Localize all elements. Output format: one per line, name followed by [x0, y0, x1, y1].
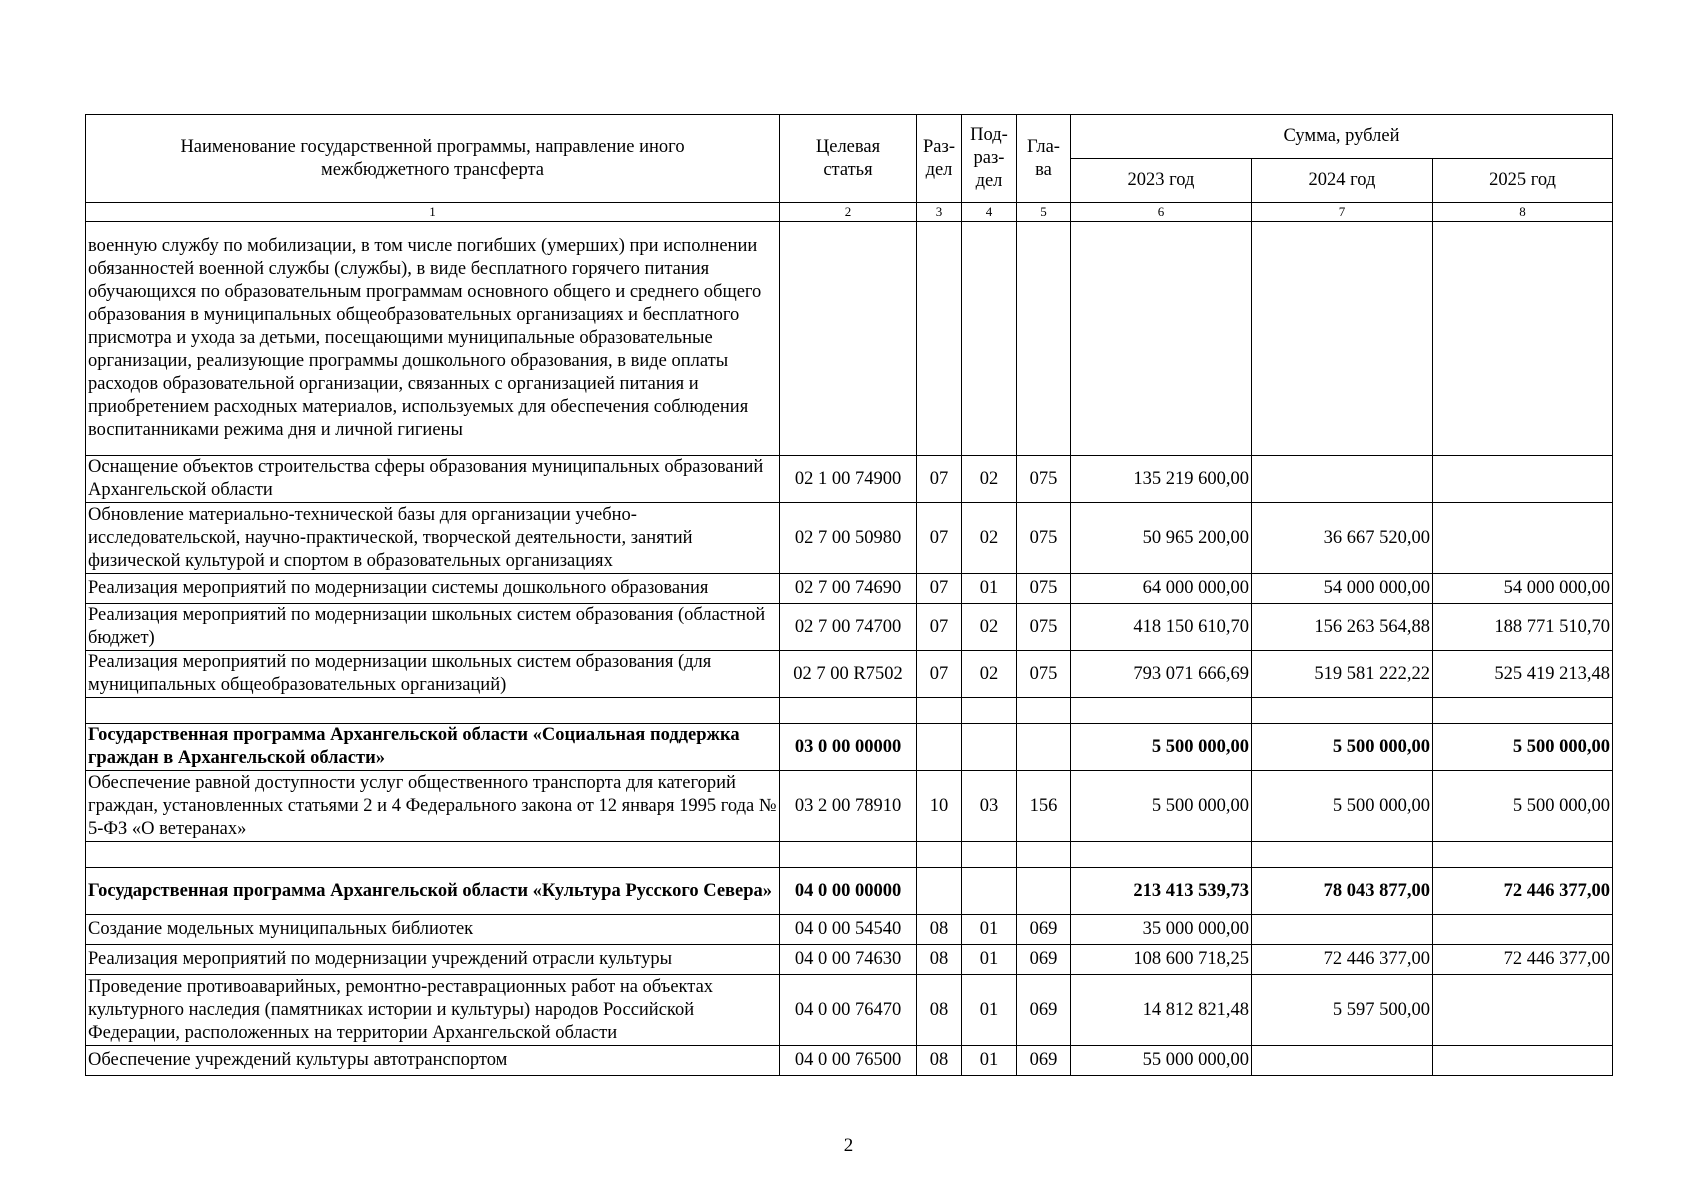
table-row [86, 771, 1613, 842]
amount-2023-cell: 55 000 000,00 [1071, 1046, 1252, 1076]
section-cell [917, 222, 962, 456]
amount-2023-cell [1071, 222, 1252, 456]
amount-2024-cell [1252, 456, 1433, 503]
amount-2024-cell: 5 500 000,00 [1252, 724, 1433, 771]
subsection-cell: 02 [962, 456, 1017, 503]
chapter-cell: 069 [1017, 915, 1071, 945]
program-name-cell: Обеспечение равной доступности услуг общественного транспорта для категорий граждан, установленных статьями 2 и 4 Федерального закона от 12 января 1995 года № 5-ФЗ «О ветеранах» [86, 771, 780, 842]
amount-2024-cell: 36 667 520,00 [1252, 503, 1433, 574]
target-code-cell [780, 222, 917, 456]
chapter-cell [1017, 724, 1071, 771]
program-total-row [86, 868, 1613, 915]
amount-2024-cell: 54 000 000,00 [1252, 574, 1433, 604]
header-section: Раз-дел [917, 115, 962, 203]
section-cell: 08 [917, 1046, 962, 1076]
table-row [86, 651, 1613, 698]
section-cell: 07 [917, 456, 962, 503]
target-code-cell: 02 7 00 50980 [780, 503, 917, 574]
column-number: 7 [1252, 203, 1433, 222]
empty-cell [917, 698, 962, 724]
table-row [86, 604, 1613, 651]
target-code-cell: 03 0 00 00000 [780, 724, 917, 771]
amount-2025-cell: 72 446 377,00 [1433, 868, 1613, 915]
amount-2024-cell [1252, 915, 1433, 945]
budget-table [85, 114, 1613, 1076]
chapter-cell: 075 [1017, 574, 1071, 604]
subsection-cell [962, 222, 1017, 456]
target-code-cell: 02 7 00 74690 [780, 574, 917, 604]
table-row [86, 975, 1613, 1046]
subsection-cell [962, 868, 1017, 915]
program-name-cell: военную службу по мобилизации, в том числе погибших (умерших) при исполнении обязанностей военной службы (службы), в виде бесплатного горячего питания обучающихся по образовательным программам основного общего и среднего общего образования в муниципальных общеобразовательных организациях и бесплатного присмотра и ухода за детьми, посещающими муниципальные образовательные организации, реализующие программы дошкольного образования, в виде оплаты расходов образовательной организации, связанных с организацией питания и приобретением расходных материалов, используемых для обеспечения соблюдения воспитанниками режима дня и личной гигиены [86, 222, 780, 456]
empty-row [86, 842, 1613, 868]
amount-2024-cell: 5 500 000,00 [1252, 771, 1433, 842]
section-cell: 08 [917, 945, 962, 975]
amount-2025-cell [1433, 222, 1613, 456]
section-cell: 07 [917, 503, 962, 574]
header-subsection: Под-раз-дел [962, 115, 1017, 203]
chapter-cell: 069 [1017, 1046, 1071, 1076]
amount-2023-cell: 64 000 000,00 [1071, 574, 1252, 604]
column-number: 2 [780, 203, 917, 222]
amount-2024-cell: 519 581 222,22 [1252, 651, 1433, 698]
column-number: 1 [86, 203, 780, 222]
section-cell: 08 [917, 975, 962, 1046]
chapter-cell: 069 [1017, 975, 1071, 1046]
header-name: Наименование государственной программы, направление иного межбюджетного трансферта [86, 115, 780, 203]
subsection-cell: 02 [962, 604, 1017, 651]
amount-2024-cell: 72 446 377,00 [1252, 945, 1433, 975]
target-code-cell: 04 0 00 00000 [780, 868, 917, 915]
program-name-cell: Обеспечение учреждений культуры автотранспортом [86, 1046, 780, 1076]
empty-cell [962, 698, 1017, 724]
amount-2025-cell [1433, 503, 1613, 574]
amount-2023-cell: 50 965 200,00 [1071, 503, 1252, 574]
section-cell: 10 [917, 771, 962, 842]
chapter-cell: 075 [1017, 604, 1071, 651]
header-sum: Сумма, рублей [1071, 115, 1613, 159]
empty-cell [86, 698, 780, 724]
subsection-cell: 01 [962, 1046, 1017, 1076]
program-name-cell: Оснащение объектов строительства сферы образования муниципальных образований Архангельской области [86, 456, 780, 503]
empty-cell [780, 842, 917, 868]
chapter-cell [1017, 868, 1071, 915]
amount-2025-cell [1433, 456, 1613, 503]
target-code-cell: 04 0 00 74630 [780, 945, 917, 975]
program-name-cell: Государственная программа Архангельской области «Культура Русского Севера» [86, 868, 780, 915]
empty-row [86, 698, 1613, 724]
section-cell: 07 [917, 604, 962, 651]
page-number: 2 [843, 1135, 854, 1156]
program-name-cell: Государственная программа Архангельской области «Социальная поддержка граждан в Архангельской области» [86, 724, 780, 771]
target-code-cell: 02 1 00 74900 [780, 456, 917, 503]
table-row [86, 945, 1613, 975]
target-code-cell: 03 2 00 78910 [780, 771, 917, 842]
table-row [86, 503, 1613, 574]
column-number: 4 [962, 203, 1017, 222]
column-number: 8 [1433, 203, 1613, 222]
amount-2023-cell: 14 812 821,48 [1071, 975, 1252, 1046]
target-code-cell: 02 7 00 74700 [780, 604, 917, 651]
amount-2025-cell: 5 500 000,00 [1433, 724, 1613, 771]
program-name-cell: Проведение противоаварийных, ремонтно-реставрационных работ на объектах культурного наследия (памятниках истории и культуры) народов Российской Федерации, расположенных на территории Архангельской области [86, 975, 780, 1046]
column-numbers-row [86, 203, 1613, 222]
subsection-cell: 01 [962, 574, 1017, 604]
header-row-top [86, 115, 1613, 159]
target-code-cell: 02 7 00 R7502 [780, 651, 917, 698]
empty-cell [780, 698, 917, 724]
table-row [86, 1046, 1613, 1076]
subsection-cell: 01 [962, 915, 1017, 945]
section-cell: 08 [917, 915, 962, 945]
target-code-cell: 04 0 00 76500 [780, 1046, 917, 1076]
chapter-cell: 156 [1017, 771, 1071, 842]
subsection-cell: 01 [962, 975, 1017, 1046]
empty-cell [1071, 698, 1252, 724]
empty-cell [1252, 842, 1433, 868]
program-name-cell: Обновление материально-технической базы для организации учебно-исследовательской, научно-практической, творческой деятельности, занятий физической культурой и спортом в образовательных организациях [86, 503, 780, 574]
target-code-cell: 04 0 00 76470 [780, 975, 917, 1046]
chapter-cell: 075 [1017, 503, 1071, 574]
program-total-row [86, 724, 1613, 771]
subsection-cell: 02 [962, 503, 1017, 574]
target-code-cell: 04 0 00 54540 [780, 915, 917, 945]
chapter-cell [1017, 222, 1071, 456]
amount-2023-cell: 793 071 666,69 [1071, 651, 1252, 698]
empty-cell [86, 842, 780, 868]
amount-2023-cell: 213 413 539,73 [1071, 868, 1252, 915]
section-cell [917, 724, 962, 771]
empty-cell [917, 842, 962, 868]
program-name-cell: Реализация мероприятий по модернизации школьных систем образования (для муниципальных общеобразовательных организаций) [86, 651, 780, 698]
amount-2023-cell: 418 150 610,70 [1071, 604, 1252, 651]
empty-cell [1071, 842, 1252, 868]
header-year-2024: 2024 год [1252, 159, 1433, 203]
chapter-cell: 069 [1017, 945, 1071, 975]
amount-2025-cell [1433, 915, 1613, 945]
subsection-cell: 01 [962, 945, 1017, 975]
subsection-cell: 03 [962, 771, 1017, 842]
header-chapter: Гла-ва [1017, 115, 1071, 203]
empty-cell [1017, 698, 1071, 724]
chapter-cell: 075 [1017, 651, 1071, 698]
program-name-cell: Создание модельных муниципальных библиотек [86, 915, 780, 945]
amount-2025-cell: 5 500 000,00 [1433, 771, 1613, 842]
amount-2025-cell [1433, 1046, 1613, 1076]
header-year-2025: 2025 год [1433, 159, 1613, 203]
amount-2023-cell: 135 219 600,00 [1071, 456, 1252, 503]
table-row [86, 574, 1613, 604]
program-name-cell: Реализация мероприятий по модернизации школьных систем образования (областной бюджет) [86, 604, 780, 651]
amount-2025-cell: 72 446 377,00 [1433, 945, 1613, 975]
amount-2025-cell: 525 419 213,48 [1433, 651, 1613, 698]
table-row [86, 222, 1613, 456]
subsection-cell: 02 [962, 651, 1017, 698]
column-number: 6 [1071, 203, 1252, 222]
amount-2023-cell: 5 500 000,00 [1071, 724, 1252, 771]
column-number: 3 [917, 203, 962, 222]
amount-2023-cell: 35 000 000,00 [1071, 915, 1252, 945]
amount-2024-cell [1252, 222, 1433, 456]
empty-cell [962, 842, 1017, 868]
table-row [86, 456, 1613, 503]
chapter-cell: 075 [1017, 456, 1071, 503]
section-cell [917, 868, 962, 915]
header-target-article: Целевая статья [780, 115, 917, 203]
amount-2024-cell: 5 597 500,00 [1252, 975, 1433, 1046]
empty-cell [1433, 842, 1613, 868]
section-cell: 07 [917, 574, 962, 604]
amount-2025-cell [1433, 975, 1613, 1046]
amount-2023-cell: 5 500 000,00 [1071, 771, 1252, 842]
amount-2024-cell: 156 263 564,88 [1252, 604, 1433, 651]
header-year-2023: 2023 год [1071, 159, 1252, 203]
amount-2023-cell: 108 600 718,25 [1071, 945, 1252, 975]
amount-2025-cell: 54 000 000,00 [1433, 574, 1613, 604]
column-number: 5 [1017, 203, 1071, 222]
subsection-cell [962, 724, 1017, 771]
program-name-cell: Реализация мероприятий по модернизации учреждений отрасли культуры [86, 945, 780, 975]
amount-2025-cell: 188 771 510,70 [1433, 604, 1613, 651]
empty-cell [1017, 842, 1071, 868]
section-cell: 07 [917, 651, 962, 698]
amount-2024-cell: 78 043 877,00 [1252, 868, 1433, 915]
program-name-cell: Реализация мероприятий по модернизации системы дошкольного образования [86, 574, 780, 604]
amount-2024-cell [1252, 1046, 1433, 1076]
table-row [86, 915, 1613, 945]
empty-cell [1252, 698, 1433, 724]
empty-cell [1433, 698, 1613, 724]
